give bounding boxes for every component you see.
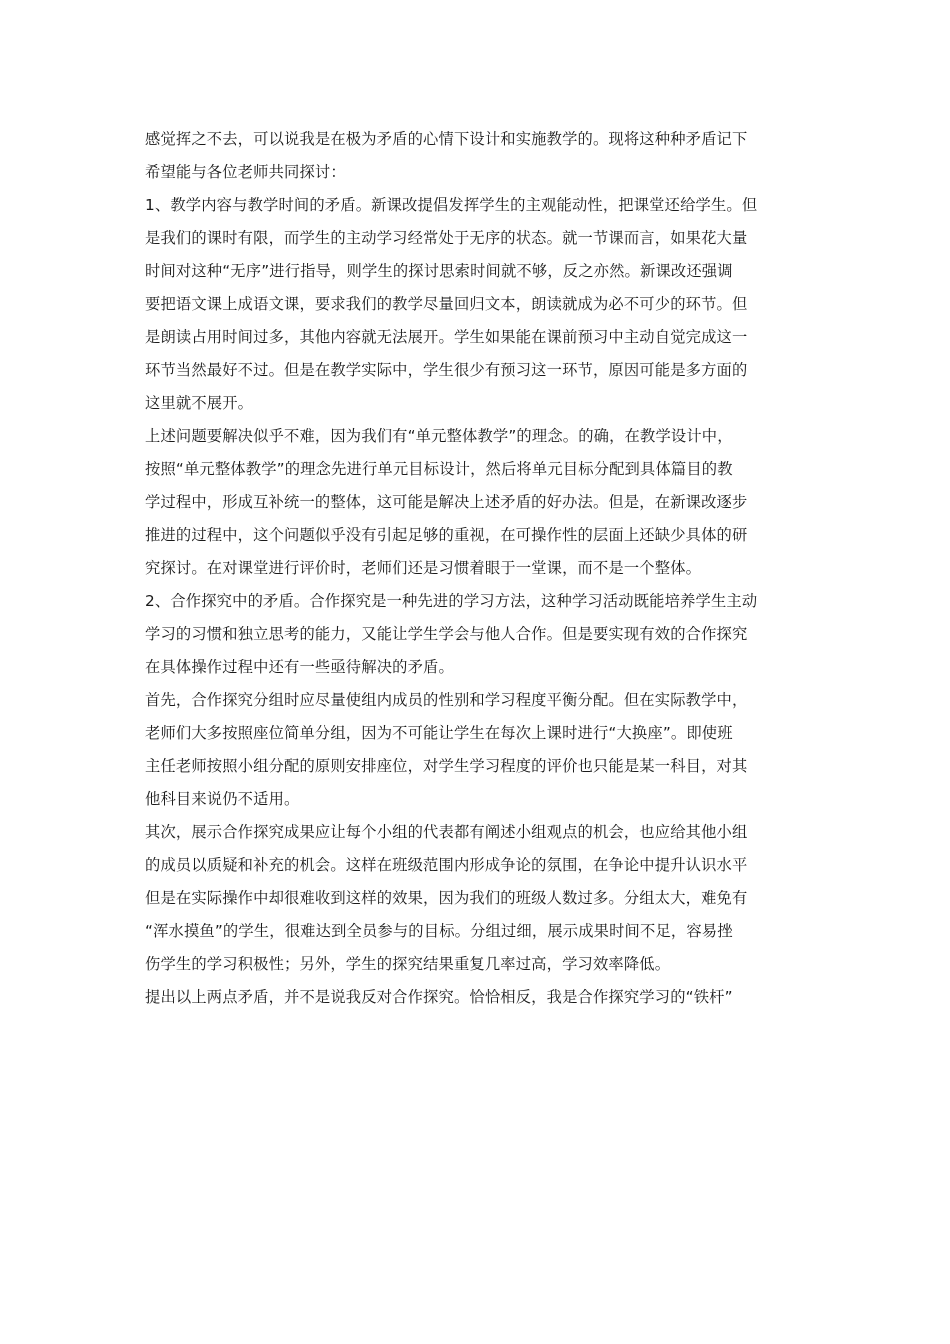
text-line: 首先，合作探究分组时应尽量使组内成员的性别和学习程度平衡分配。但在实际教学中， — [145, 691, 748, 709]
text-line: 但是在实际操作中却很难收到这样的效果，因为我们的班级人数过多。分组太大，难免有 — [145, 889, 748, 907]
text-line: 其次，展示合作探究成果应让每个小组的代表都有阐述小组观点的机会，也应给其他小组 — [145, 823, 748, 841]
text-line: 2、合作探究中的矛盾。合作探究是一种先进的学习方法，这种学习活动既能培养学生主动 — [145, 592, 758, 610]
text-line: 推进的过程中，这个问题似乎没有引起足够的重视，在可操作性的层面上还缺少具体的研 — [145, 526, 748, 544]
text-line: 老师们大多按照座位简单分组，因为不可能让学生在每次上课时进行“大换座”。即使班 — [145, 724, 733, 742]
text-line: 是我们的课时有限，而学生的主动学习经常处于无序的状态。就一节课而言，如果花大量 — [145, 229, 748, 247]
text-line: 环节当然最好不过。但是在教学实际中，学生很少有预习这一环节，原因可能是多方面的 — [145, 361, 748, 379]
text-line: 1、教学内容与教学时间的矛盾。新课改提倡发挥学生的主观能动性，把课堂还给学生。但 — [145, 196, 758, 214]
text-line: “浑水摸鱼”的学生，很难达到全员参与的目标。分组过细，展示成果时间不足，容易挫 — [145, 922, 733, 940]
text-line: 按照“单元整体教学”的理念先进行单元目标设计，然后将单元目标分配到具体篇目的教 — [145, 460, 733, 478]
text-line: 伤学生的学习积极性；另外，学生的探究结果重复几率过高，学习效率降低。 — [145, 955, 671, 973]
text-line: 时间对这种“无序”进行指导，则学生的探讨思索时间就不够，反之亦然。新课改还强调 — [145, 262, 733, 280]
body-text — [145, 123, 815, 1014]
text-line: 他科目来说仍不适用。 — [145, 790, 300, 808]
text-line: 学过程中，形成互补统一的整体，这可能是解决上述矛盾的好办法。但是，在新课改逐步 — [145, 493, 748, 511]
text-line: 的成员以质疑和补充的机会。这样在班级范围内形成争论的氛围，在争论中提升认识水平 — [145, 856, 748, 874]
text-line: 希望能与各位老师共同探讨： — [145, 163, 346, 181]
text-line: 上述问题要解决似乎不难，因为我们有“单元整体教学”的理念。的确，在教学设计中， — [145, 427, 733, 445]
text-line: 学习的习惯和独立思考的能力，又能让学生学会与他人合作。但是要实现有效的合作探究 — [145, 625, 748, 643]
text-line: 究探讨。在对课堂进行评价时，老师们还是习惯着眼于一堂课，而不是一个整体。 — [145, 559, 702, 577]
text-line: 这里就不展开。 — [145, 394, 254, 412]
text-line: 感觉挥之不去，可以说我是在极为矛盾的心情下设计和实施教学的。现将这种种矛盾记下 — [145, 130, 748, 148]
text-line: 提出以上两点矛盾，并不是说我反对合作探究。恰恰相反，我是合作探究学习的“铁杆” — [145, 988, 733, 1006]
text-line: 要把语文课上成语文课，要求我们的教学尽量回归文本，朗读就成为必不可少的环节。但 — [145, 295, 748, 313]
text-line: 主任老师按照小组分配的原则安排座位，对学生学习程度的评价也只能是某一科目，对其 — [145, 757, 748, 775]
text-line: 是朗读占用时间过多，其他内容就无法展开。学生如果能在课前预习中主动自觉完成这一 — [145, 328, 748, 346]
text-line: 在具体操作过程中还有一些亟待解决的矛盾。 — [145, 658, 454, 676]
